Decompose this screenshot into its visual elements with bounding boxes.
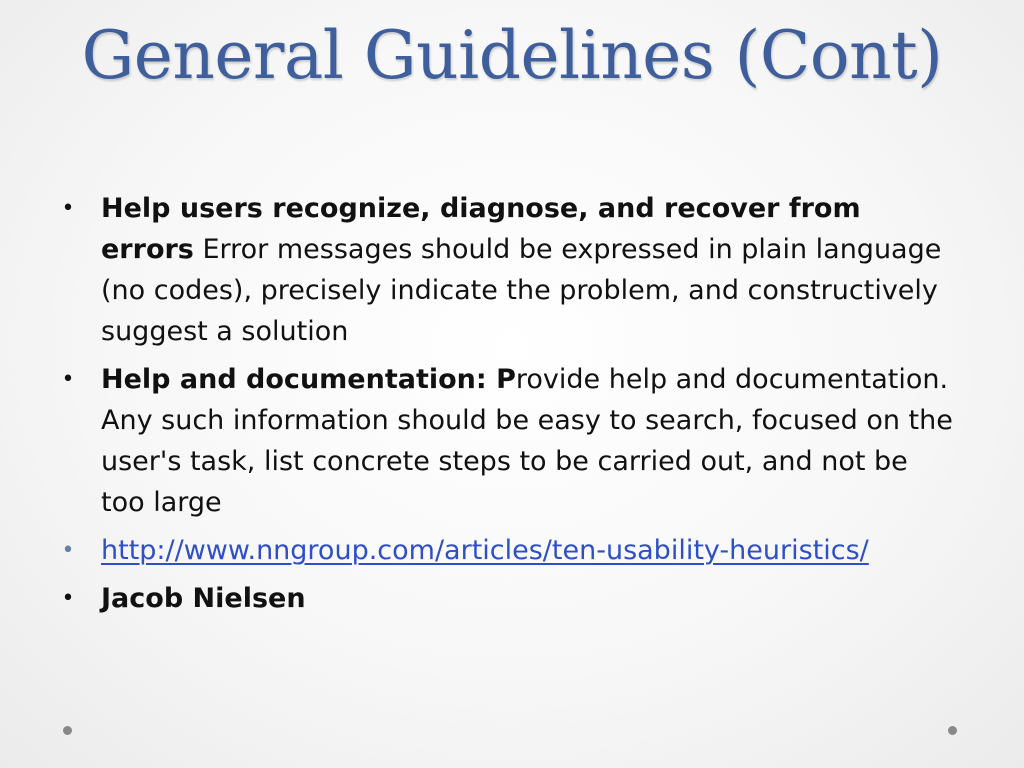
bullet-icon: • [61,196,75,221]
bullet-list [58,188,958,626]
reference-link[interactable]: http://www.nngroup.com/articles/ten-usability-heuristics/ [101,535,869,566]
bullet-item-help-documentation [58,359,958,523]
bullet-item-error-recovery [58,188,958,352]
corner-dot-icon [63,726,72,735]
bullet-icon: • [61,586,75,611]
corner-dot-icon [948,726,957,735]
bullet-heading: Help users recognize, diagnose, and recover from errors [101,193,861,265]
author-name: Jacob Nielsen [101,583,306,614]
bullet-text: rovide help and documentation. Any such information should be easy to search, focused on the user's task, list concrete steps to be carried out, and not be too large [101,364,953,518]
slide-title: General Guidelines (Cont) [81,17,943,94]
bullet-icon: • [61,538,75,563]
bullet-icon: • [61,367,75,392]
bullet-item-author [58,578,958,619]
bullet-item-reference-link [58,530,958,571]
bullet-heading: Help and documentation: P [101,364,516,395]
bullet-text: Error messages should be expressed in plain language (no codes), precisely indicate the problem, and constructively suggest a solution [101,234,942,347]
